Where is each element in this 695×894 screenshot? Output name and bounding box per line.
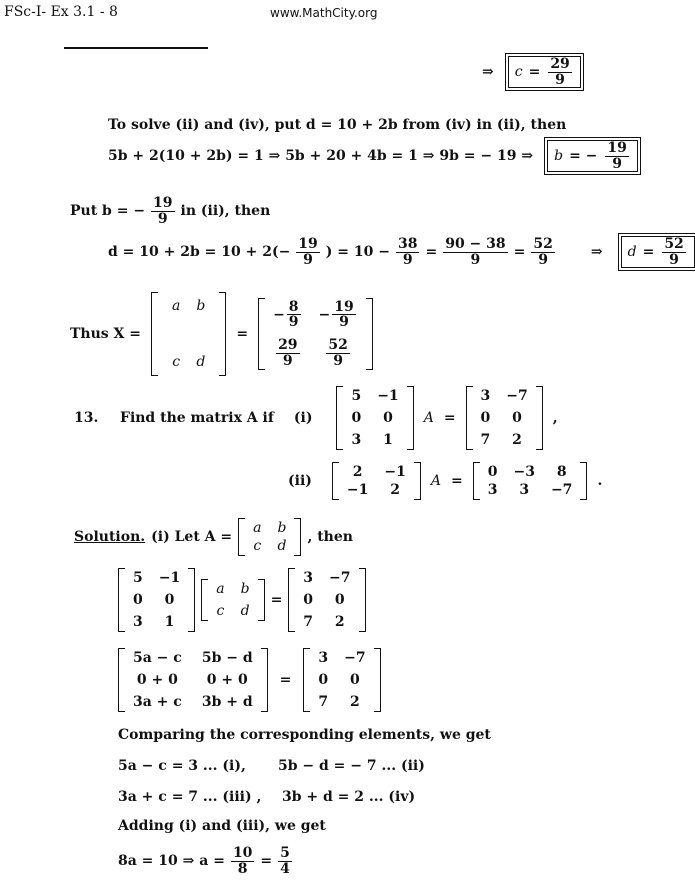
matrix-q13-right: 3 −7 0 0 7 2	[466, 386, 543, 450]
fraction: $\frac{19}{9}$	[607, 140, 627, 172]
fraction: $\frac{38}{9}$	[397, 236, 418, 268]
comparing-line: Comparing the corresponding elements, we get	[118, 727, 491, 743]
fraction: $\frac{19}{9}$	[298, 236, 318, 268]
question-13-ii: (ii) 2 −1 −1 2 A = 0 −3 8 3 3 −7 .	[288, 464, 603, 498]
site-url: www.MathCity.org	[270, 6, 378, 20]
solve-b-line: 5b + 2(10 + 2b) = 1 ⇒ 5b + 20 + 4b = 1 ⇒ 9b = − 19 ⇒ b = − $\frac{19}{9}$	[108, 140, 638, 172]
equation-2: 5a − c 5b − d 0 + 0 0 + 0 3a + c 3b + d = 3 −7 0 0 7 2	[118, 648, 381, 712]
boxed-result-d: d = $\frac{52}{9}$	[621, 236, 695, 268]
equation-iii: 3a + c = 7 ... (iii) ,	[118, 789, 262, 805]
solution-line: Solution. (i) Let A = a b c d , then	[74, 520, 353, 554]
fraction: $\frac{52}{9}$	[533, 236, 553, 268]
fraction: $\frac{52}{9}$	[664, 236, 684, 268]
matrix-X-values: − $\frac{8}{9}$ − $\frac{19}{9}$ $\frac{29}{9}$ $\frac{52}{9}$	[258, 298, 373, 371]
matrix-right: 3 −7 0 0 7 2	[288, 568, 365, 632]
thus-line: Thus X = a b c d = − $\frac{8}{9}$ − $\frac{19}{9}$ $\frac{29}{9}$ $\frac{52}{9}$	[70, 292, 373, 376]
equation-iv: 3b + d = 2 ... (iv)	[282, 789, 416, 805]
fraction: $\frac{19}{9}$	[153, 195, 173, 227]
divider	[64, 47, 208, 49]
instruction-line: To solve (ii) and (iv), put d = 10 + 2b from (iv) in (ii), then	[108, 117, 567, 133]
matrix-q13-left: 5 −1 0 0 3 1	[336, 386, 413, 450]
solve-d-line: d = 10 + 2b = 10 + 2(− $\frac{19}{9}$ ) = 10 − $\frac{38}{9}$ = $\frac{90 - 38}{9}$ = $\frac{52}{9}$ ⇒ d = $\frac{52}{9}$	[108, 236, 695, 268]
put-b-line: Put b = − $\frac{19}{9}$ in (ii), then	[70, 195, 271, 227]
fraction: $\frac{10}{8}$	[232, 845, 253, 877]
boxed-result-c: c = $\frac{29}{9}$	[508, 56, 581, 88]
matrix-q13ii-left: 2 −1 −1 2	[332, 462, 421, 500]
matrix-right: 3 −7 0 0 7 2	[303, 648, 380, 712]
result-c-line	[482, 56, 581, 88]
question-13: 13. Find the matrix A if (i) 5 −1 0 0 3 1 A = 3 −7 0 0 7 2 ,	[74, 388, 558, 448]
boxed-result-b: b = − $\frac{19}{9}$	[547, 140, 638, 172]
fraction: $\frac{5}{4}$	[280, 845, 290, 877]
implies-arrow: ⇒	[482, 64, 494, 81]
final-line: 8a = 10 ⇒ a = $\frac{10}{8}$ = $\frac{5}{4}$	[118, 845, 290, 877]
matrix-product: 5a − c 5b − d 0 + 0 0 + 0 3a + c 3b + d	[118, 648, 268, 712]
equation-1: 5 −1 0 0 3 1 a b c d = 3 −7 0 0 7 2	[118, 568, 366, 632]
adding-line: Adding (i) and (iii), we get	[118, 818, 326, 834]
matrix-A: a b c d	[201, 579, 264, 621]
fraction: $\frac{90 - 38}{9}$	[445, 236, 506, 268]
matrix-q13ii-right: 0 −3 8 3 3 −7	[473, 462, 588, 500]
matrix-X: a b c d	[151, 292, 226, 376]
matrix-A: a b c d	[238, 518, 301, 556]
page-header: FSc-I- Ex 3.1 - 8	[4, 4, 118, 20]
fraction: $\frac{29}{9}$	[550, 56, 570, 88]
implies-arrow: ⇒	[590, 244, 603, 261]
equation-i: 5a − c = 3 ... (i),	[118, 758, 246, 774]
matrix-left: 5 −1 0 0 3 1	[118, 568, 195, 632]
equation-ii: 5b − d = − 7 ... (ii)	[278, 758, 425, 774]
